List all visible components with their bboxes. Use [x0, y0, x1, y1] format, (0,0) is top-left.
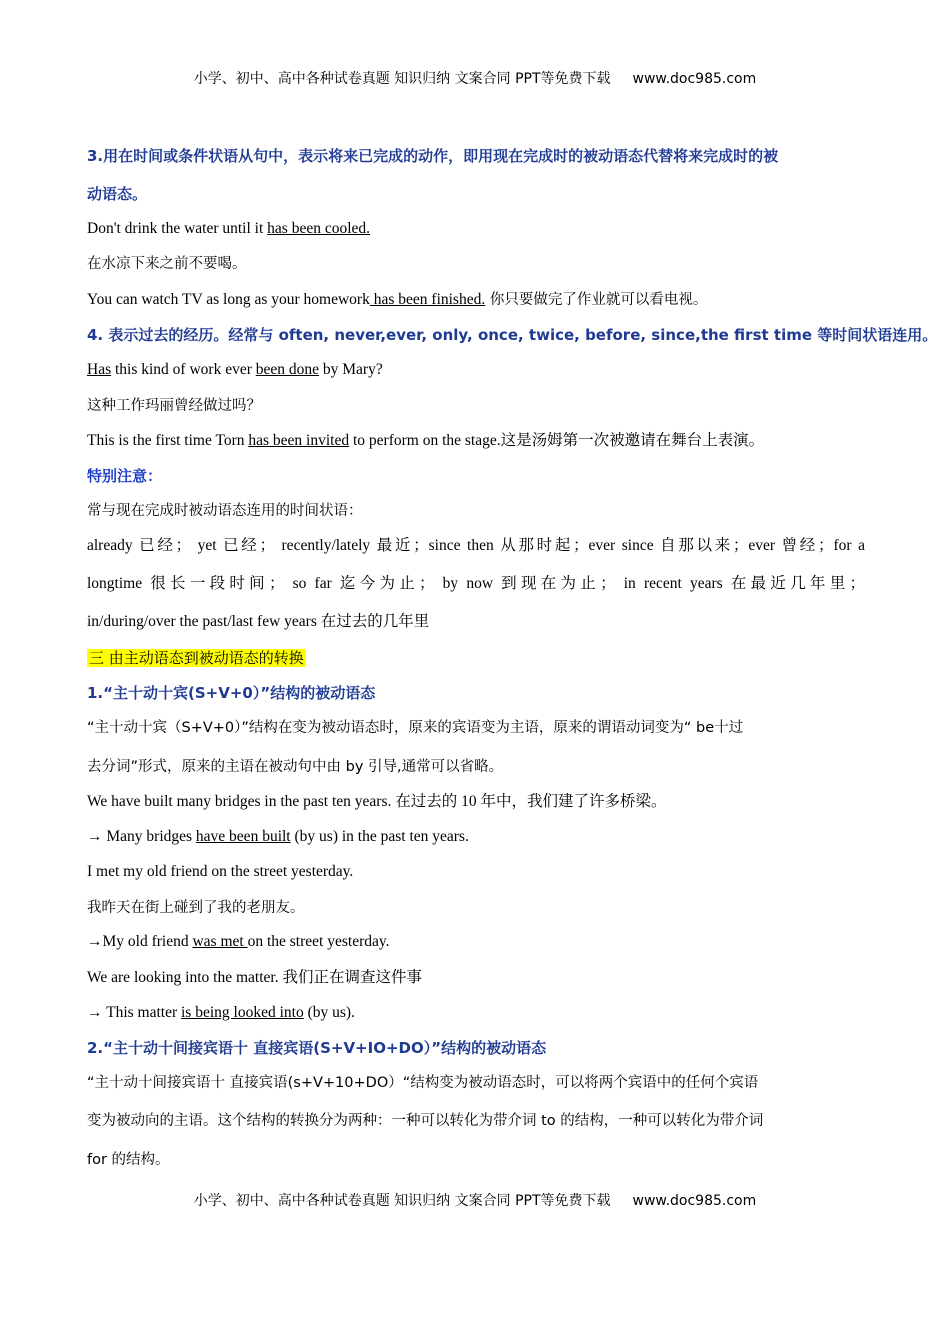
p2-desc-line1: “主十动十间接宾语十 直接宾语(s+V+10+DO）“结构变为被动语态时，可以将两个宾语中的任何个宾语	[87, 1075, 759, 1091]
s4-example1-cn: 这种工作玛丽曾经做过吗？	[87, 398, 261, 414]
text-span: You can watch TV as long as your homework	[87, 291, 370, 308]
p2-desc-line2: 变为被动向的主语。这个结构的转换分为两种：一种可以转化为带介词 to 的结构，一种可以转化为带介词	[87, 1113, 764, 1129]
example-e3-transform	[87, 1003, 355, 1023]
underlined-phrase: has been cooled.	[267, 220, 371, 237]
page-footer	[0, 1190, 950, 1210]
note-line2: longtime 很长一段时间； so far 迄今为止； by now 到现在为止； in recent years 在最近几年里；	[87, 575, 865, 592]
underlined-phrase: is being looked into	[181, 1004, 304, 1021]
text-span: to perform on the stage.这是汤姆第一次被邀请在舞台上表演。	[349, 432, 765, 449]
example-e2-transform	[87, 932, 389, 952]
p2-desc-line3: for 的结构。	[87, 1152, 170, 1168]
text-span: This is the first time Torn	[87, 432, 249, 449]
s3-example2	[87, 290, 707, 310]
p1-desc-line1: “主十动十宾（S+V+0）”结构在变为被动语态时，原来的宾语变为主语，原来的谓语动词变为“ be十过	[87, 720, 744, 736]
underlined-phrase: have been built	[195, 828, 291, 845]
s3-example1	[87, 219, 370, 239]
text-span: (by us) in the past ten years.	[290, 828, 469, 845]
p1-title: 1.“主十动十宾(S+V+0）”结构的被动语态	[87, 684, 376, 702]
note-line1: already 已经； yet 已经； recently/lately 最近；since then 从那时起；ever since 自那以来；ever 曾经；for a	[87, 537, 865, 554]
s3-title-line1: 3.用在时间或条件状语从句中，表示将来已完成的动作，即用现在完成时的被动语态代替将来完成时的被	[87, 147, 779, 165]
text-span: 你只要做完了作业就可以看电视。	[485, 292, 708, 308]
underlined-phrase: was met	[192, 933, 248, 950]
highlighted-heading: 三 由主动语态到被动语态的转换	[89, 649, 304, 667]
s3-title-line2: 动语态。	[87, 185, 148, 203]
example-e3: We are looking into the matter. 我们正在调查这件事	[87, 969, 422, 986]
page-header	[0, 68, 950, 88]
header-text: 小学、初中、高中各种试卷真题 知识归纳 文案合同 PPT等免费下载	[193, 71, 611, 87]
p2-title: 2.“主十动十间接宾语十 直接宾语(S+V+IO+DO）”结构的被动语态	[87, 1039, 547, 1057]
example-e1-transform	[87, 827, 469, 847]
text-span: by Mary?	[319, 361, 383, 378]
text-span: → Many bridges	[87, 828, 196, 845]
text-span: →My old friend	[87, 933, 193, 950]
underlined-phrase: been done	[255, 361, 320, 378]
text-span: Don't drink the water until it	[87, 220, 268, 237]
example-e2-cn: 我昨天在街上碰到了我的老朋友。	[87, 900, 305, 916]
text-span: (by us).	[303, 1004, 355, 1021]
header-site[interactable]: www.doc985.com	[632, 71, 757, 87]
text-span: → This matter	[87, 1004, 181, 1021]
note-title: 特别注意：	[87, 467, 163, 485]
example-e2: I met my old friend on the street yesterday.	[87, 863, 354, 880]
example-e1: We have built many bridges in the past ten years. 在过去的 10 年中，我们建了许多桥梁。	[87, 793, 667, 810]
section-heading	[87, 648, 306, 669]
note-line3: in/during/over the past/last few years 在过去的几年里	[87, 613, 430, 630]
note-intro: 常与现在完成时被动语态连用的时间状语：	[87, 503, 363, 519]
underlined-phrase: has been finished.	[369, 291, 486, 308]
s4-example2	[87, 431, 764, 451]
s4-title: 4. 表示过去的经历。经常与 often, never,ever, only, once, twice, before, since,the first time 等时间状语连用。	[87, 326, 938, 344]
text-span: on the street yesterday.	[247, 933, 390, 950]
text-span: this kind of work ever	[111, 361, 256, 378]
s3-example1-cn: 在水凉下来之前不要喝。	[87, 256, 247, 272]
footer-site[interactable]: www.doc985.com	[632, 1193, 757, 1209]
underlined-phrase: Has	[87, 361, 112, 378]
p1-desc-line2: 去分词”形式，原来的主语在被动句中由 by 引导,通常可以省略。	[87, 759, 504, 775]
s4-example1	[87, 360, 383, 380]
underlined-phrase: has been invited	[248, 432, 350, 449]
footer-text: 小学、初中、高中各种试卷真题 知识归纳 文案合同 PPT等免费下载	[193, 1193, 611, 1209]
